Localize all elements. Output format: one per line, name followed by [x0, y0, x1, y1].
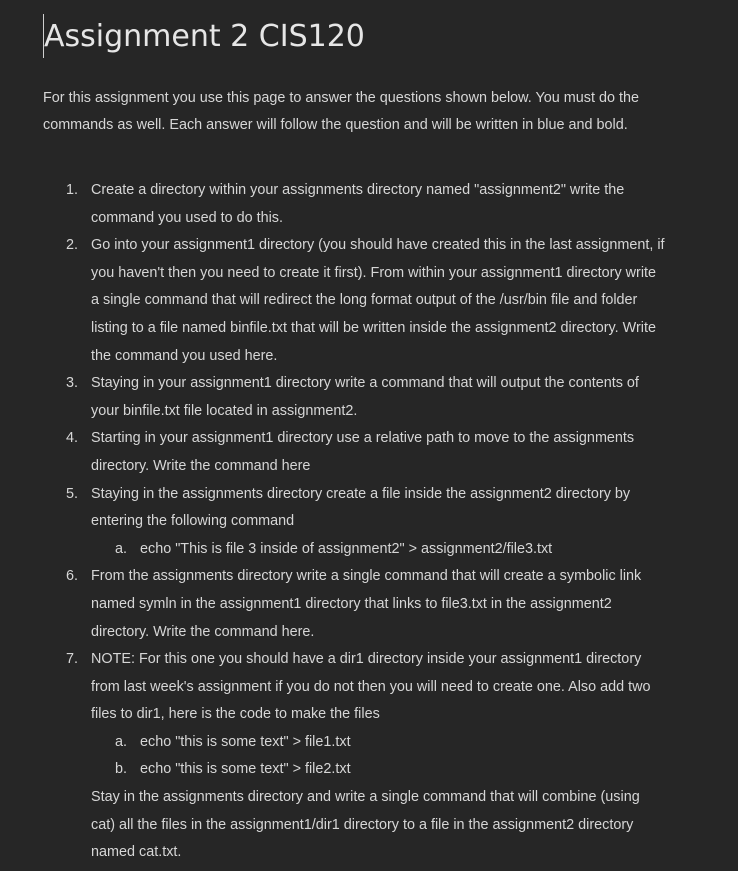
question-text: From the assignments directory write a single command that will create a symbolic link named symln in the assignment1 directory that links to file3.txt in the assignment2 directory. Write the command here.: [91, 568, 642, 640]
question-text: NOTE: For this one you should have a dir1 directory inside your assignment1 directory from last week's assignment if you do not then you will need to create one. Also add two files to dir1, here is the code to make the files: [91, 651, 651, 723]
question-item: [0, 370, 666, 425]
command-text: echo "this is some text" > file2.txt: [140, 761, 351, 778]
question-text: Starting in your assignment1 directory use a relative path to move to the assignments directory. Write the command here: [91, 430, 635, 474]
sub-item-label: a.: [115, 540, 128, 557]
question-number: 5.: [66, 485, 79, 502]
sub-list: [91, 729, 666, 784]
sub-item: [91, 756, 666, 784]
question-number: 6.: [66, 568, 79, 585]
question-number: 2.: [66, 237, 79, 254]
question-item: [0, 425, 666, 480]
question-text: Staying in your assignment1 directory write a command that will output the contents of your binfile.txt file located in assignment2.: [91, 375, 639, 419]
question-item: [0, 177, 666, 232]
question-number: 4.: [66, 430, 79, 447]
sub-list: [91, 536, 666, 564]
command-text: echo "This is file 3 inside of assignment2" > assignment2/file3.txt: [140, 540, 553, 557]
sub-item-label: b.: [115, 761, 128, 778]
question-item: [0, 646, 666, 867]
intro-paragraph: For this assignment you use this page to answer the questions shown below. You must do the commands as well. Each answer will follow the question and will be written in blue and bold.: [43, 90, 639, 133]
question-number: 3.: [66, 375, 79, 392]
question-text: Create a directory within your assignments directory named "assignment2" write the command you used to do this.: [91, 182, 625, 226]
question-text: Go into your assignment1 directory (you should have created this in the last assignment, if you haven't then you need to create it first). From within your assignment1 directory write a single command that will redirect the long format output of the /usr/bin file and folder listing to a file named binfile.txt that will be written inside the assignment2 directory. Write the command you used here.: [91, 237, 665, 364]
question-number: 7.: [66, 651, 79, 668]
question-list: [0, 177, 738, 867]
question-item: [0, 481, 666, 564]
question-text: Staying in the assignments directory create a file inside the assignment2 directory by entering the following command: [91, 485, 631, 530]
sub-item: [91, 536, 666, 564]
question-number: 1.: [66, 182, 79, 198]
command-text: echo "this is some text" > file1.txt: [140, 733, 351, 750]
page-title: Assignment 2 CIS120: [44, 19, 365, 54]
question-item: [0, 232, 666, 370]
question-followup-text: Stay in the assignments directory and write a single command that will combine (using cat) all the files in the assignment1/dir1 directory to a file in the assignment2 directory named cat.txt.: [91, 789, 640, 861]
sub-item-label: a.: [115, 733, 128, 750]
sub-item: [91, 729, 666, 757]
question-item: [0, 563, 666, 646]
